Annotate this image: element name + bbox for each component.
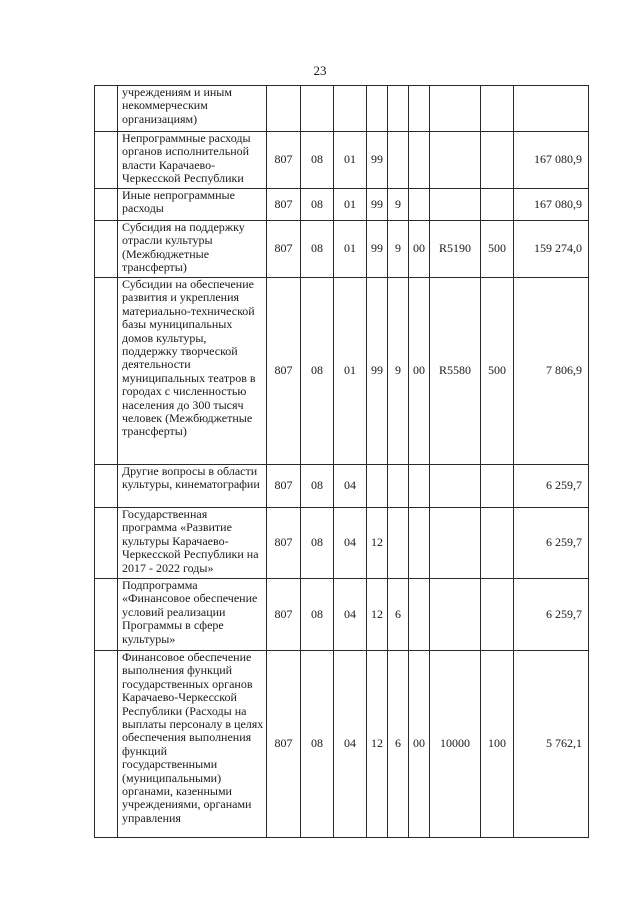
cs-direction-cell <box>430 508 481 579</box>
row-name-cell: Субсидии на обеспечение развития и укрепления материально-технической базы муниципальных домов культуры, поддержку творческой деятельности муниципальных театров в городах с численностью населения до 300 тысяч человек (Межбюджетные трансферты) <box>118 278 267 465</box>
cs-program-cell <box>367 465 388 508</box>
sum-cell: 167 080,9 <box>514 189 589 221</box>
ved-cell: 807 <box>267 132 301 189</box>
podrazdel-cell: 04 <box>334 465 367 508</box>
ved-cell: 807 <box>267 221 301 278</box>
sum-cell: 159 274,0 <box>514 221 589 278</box>
budget-table-body <box>95 86 589 838</box>
vr-cell: 100 <box>481 651 514 838</box>
table-row <box>95 132 589 189</box>
cs-program-cell <box>367 86 388 132</box>
sum-cell: 5 762,1 <box>514 651 589 838</box>
cs-subprogram-cell <box>388 132 409 189</box>
podrazdel-cell: 01 <box>334 278 367 465</box>
podrazdel-cell: 01 <box>334 189 367 221</box>
podrazdel-cell <box>334 86 367 132</box>
ved-cell: 807 <box>267 579 301 651</box>
budget-table <box>94 85 589 838</box>
cs-subprogram-cell: 9 <box>388 278 409 465</box>
sum-cell: 6 259,7 <box>514 508 589 579</box>
razdel-cell: 08 <box>301 508 334 579</box>
row-name-cell: Иные непрограммные расходы <box>118 189 267 221</box>
podrazdel-cell: 01 <box>334 221 367 278</box>
row-name-cell: Непрограммные расходы органов исполнительной власти Карачаево-Черкесской Республики <box>118 132 267 189</box>
vr-cell <box>481 465 514 508</box>
podrazdel-cell: 04 <box>334 508 367 579</box>
empty-lead-cell <box>95 189 118 221</box>
table-row <box>95 189 589 221</box>
sum-cell: 6 259,7 <box>514 465 589 508</box>
vr-cell: 500 <box>481 221 514 278</box>
razdel-cell: 08 <box>301 132 334 189</box>
vr-cell <box>481 189 514 221</box>
cs-subprogram-cell: 6 <box>388 651 409 838</box>
cs-subprogram-cell: 9 <box>388 221 409 278</box>
table-row <box>95 278 589 465</box>
ved-cell: 807 <box>267 508 301 579</box>
cs-program-cell: 12 <box>367 651 388 838</box>
row-name-cell: Государственная программа «Развитие культуры Карачаево-Черкесской Республики на 2017 - 2022 годы» <box>118 508 267 579</box>
cs-direction-cell <box>430 132 481 189</box>
cs-direction-cell <box>430 579 481 651</box>
table-row <box>95 221 589 278</box>
ved-cell: 807 <box>267 278 301 465</box>
cs-event-cell: 00 <box>409 221 430 278</box>
sum-cell: 7 806,9 <box>514 278 589 465</box>
empty-lead-cell <box>95 132 118 189</box>
cs-event-cell <box>409 132 430 189</box>
razdel-cell: 08 <box>301 189 334 221</box>
empty-lead-cell <box>95 508 118 579</box>
ved-cell: 807 <box>267 651 301 838</box>
vr-cell <box>481 86 514 132</box>
vr-cell: 500 <box>481 278 514 465</box>
ved-cell <box>267 86 301 132</box>
row-name-cell: Финансовое обеспечение выполнения функций государственных органов Карачаево-Черкесской Республики (Расходы на выплаты персоналу в целях обеспечения выполнения функций государственными (муниципальными) органами, казенными учреждениями, органами управления <box>118 651 267 838</box>
row-name-cell: Другие вопросы в области культуры, кинематографии <box>118 465 267 508</box>
cs-subprogram-cell: 6 <box>388 579 409 651</box>
empty-lead-cell <box>95 86 118 132</box>
empty-lead-cell <box>95 579 118 651</box>
table-row <box>95 508 589 579</box>
podrazdel-cell: 01 <box>334 132 367 189</box>
cs-subprogram-cell <box>388 508 409 579</box>
razdel-cell: 08 <box>301 278 334 465</box>
razdel-cell: 08 <box>301 651 334 838</box>
sum-cell: 6 259,7 <box>514 579 589 651</box>
cs-event-cell <box>409 579 430 651</box>
cs-event-cell <box>409 86 430 132</box>
sum-cell: 167 080,9 <box>514 132 589 189</box>
empty-lead-cell <box>95 278 118 465</box>
table-row <box>95 86 589 132</box>
cs-program-cell: 99 <box>367 278 388 465</box>
row-name-cell: учреждениям и иным некоммерческим организациям) <box>118 86 267 132</box>
cs-subprogram-cell <box>388 465 409 508</box>
cs-direction-cell <box>430 189 481 221</box>
vr-cell <box>481 508 514 579</box>
row-name-cell: Субсидия на поддержку отрасли культуры (Межбюджетные трансферты) <box>118 221 267 278</box>
cs-direction-cell <box>430 465 481 508</box>
page-number: 23 <box>313 63 327 78</box>
row-name-cell: Подпрограмма «Финансовое обеспечение условий реализации Программы в сфере культуры» <box>118 579 267 651</box>
razdel-cell: 08 <box>301 221 334 278</box>
cs-program-cell: 99 <box>367 189 388 221</box>
table-row <box>95 465 589 508</box>
cs-event-cell <box>409 508 430 579</box>
cs-direction-cell: 10000 <box>430 651 481 838</box>
cs-program-cell: 12 <box>367 579 388 651</box>
cs-direction-cell: R5190 <box>430 221 481 278</box>
cs-event-cell <box>409 465 430 508</box>
podrazdel-cell: 04 <box>334 651 367 838</box>
podrazdel-cell: 04 <box>334 579 367 651</box>
cs-event-cell: 00 <box>409 651 430 838</box>
empty-lead-cell <box>95 465 118 508</box>
cs-event-cell: 00 <box>409 278 430 465</box>
vr-cell <box>481 132 514 189</box>
razdel-cell: 08 <box>301 579 334 651</box>
cs-program-cell: 99 <box>367 132 388 189</box>
empty-lead-cell <box>95 221 118 278</box>
cs-program-cell: 99 <box>367 221 388 278</box>
razdel-cell: 08 <box>301 465 334 508</box>
ved-cell: 807 <box>267 189 301 221</box>
cs-program-cell: 12 <box>367 508 388 579</box>
ved-cell: 807 <box>267 465 301 508</box>
cs-subprogram-cell: 9 <box>388 189 409 221</box>
sum-cell <box>514 86 589 132</box>
table-row <box>95 651 589 838</box>
vr-cell <box>481 579 514 651</box>
empty-lead-cell <box>95 651 118 838</box>
cs-direction-cell <box>430 86 481 132</box>
cs-subprogram-cell <box>388 86 409 132</box>
table-row <box>95 579 589 651</box>
cs-direction-cell: R5580 <box>430 278 481 465</box>
cs-event-cell <box>409 189 430 221</box>
razdel-cell <box>301 86 334 132</box>
